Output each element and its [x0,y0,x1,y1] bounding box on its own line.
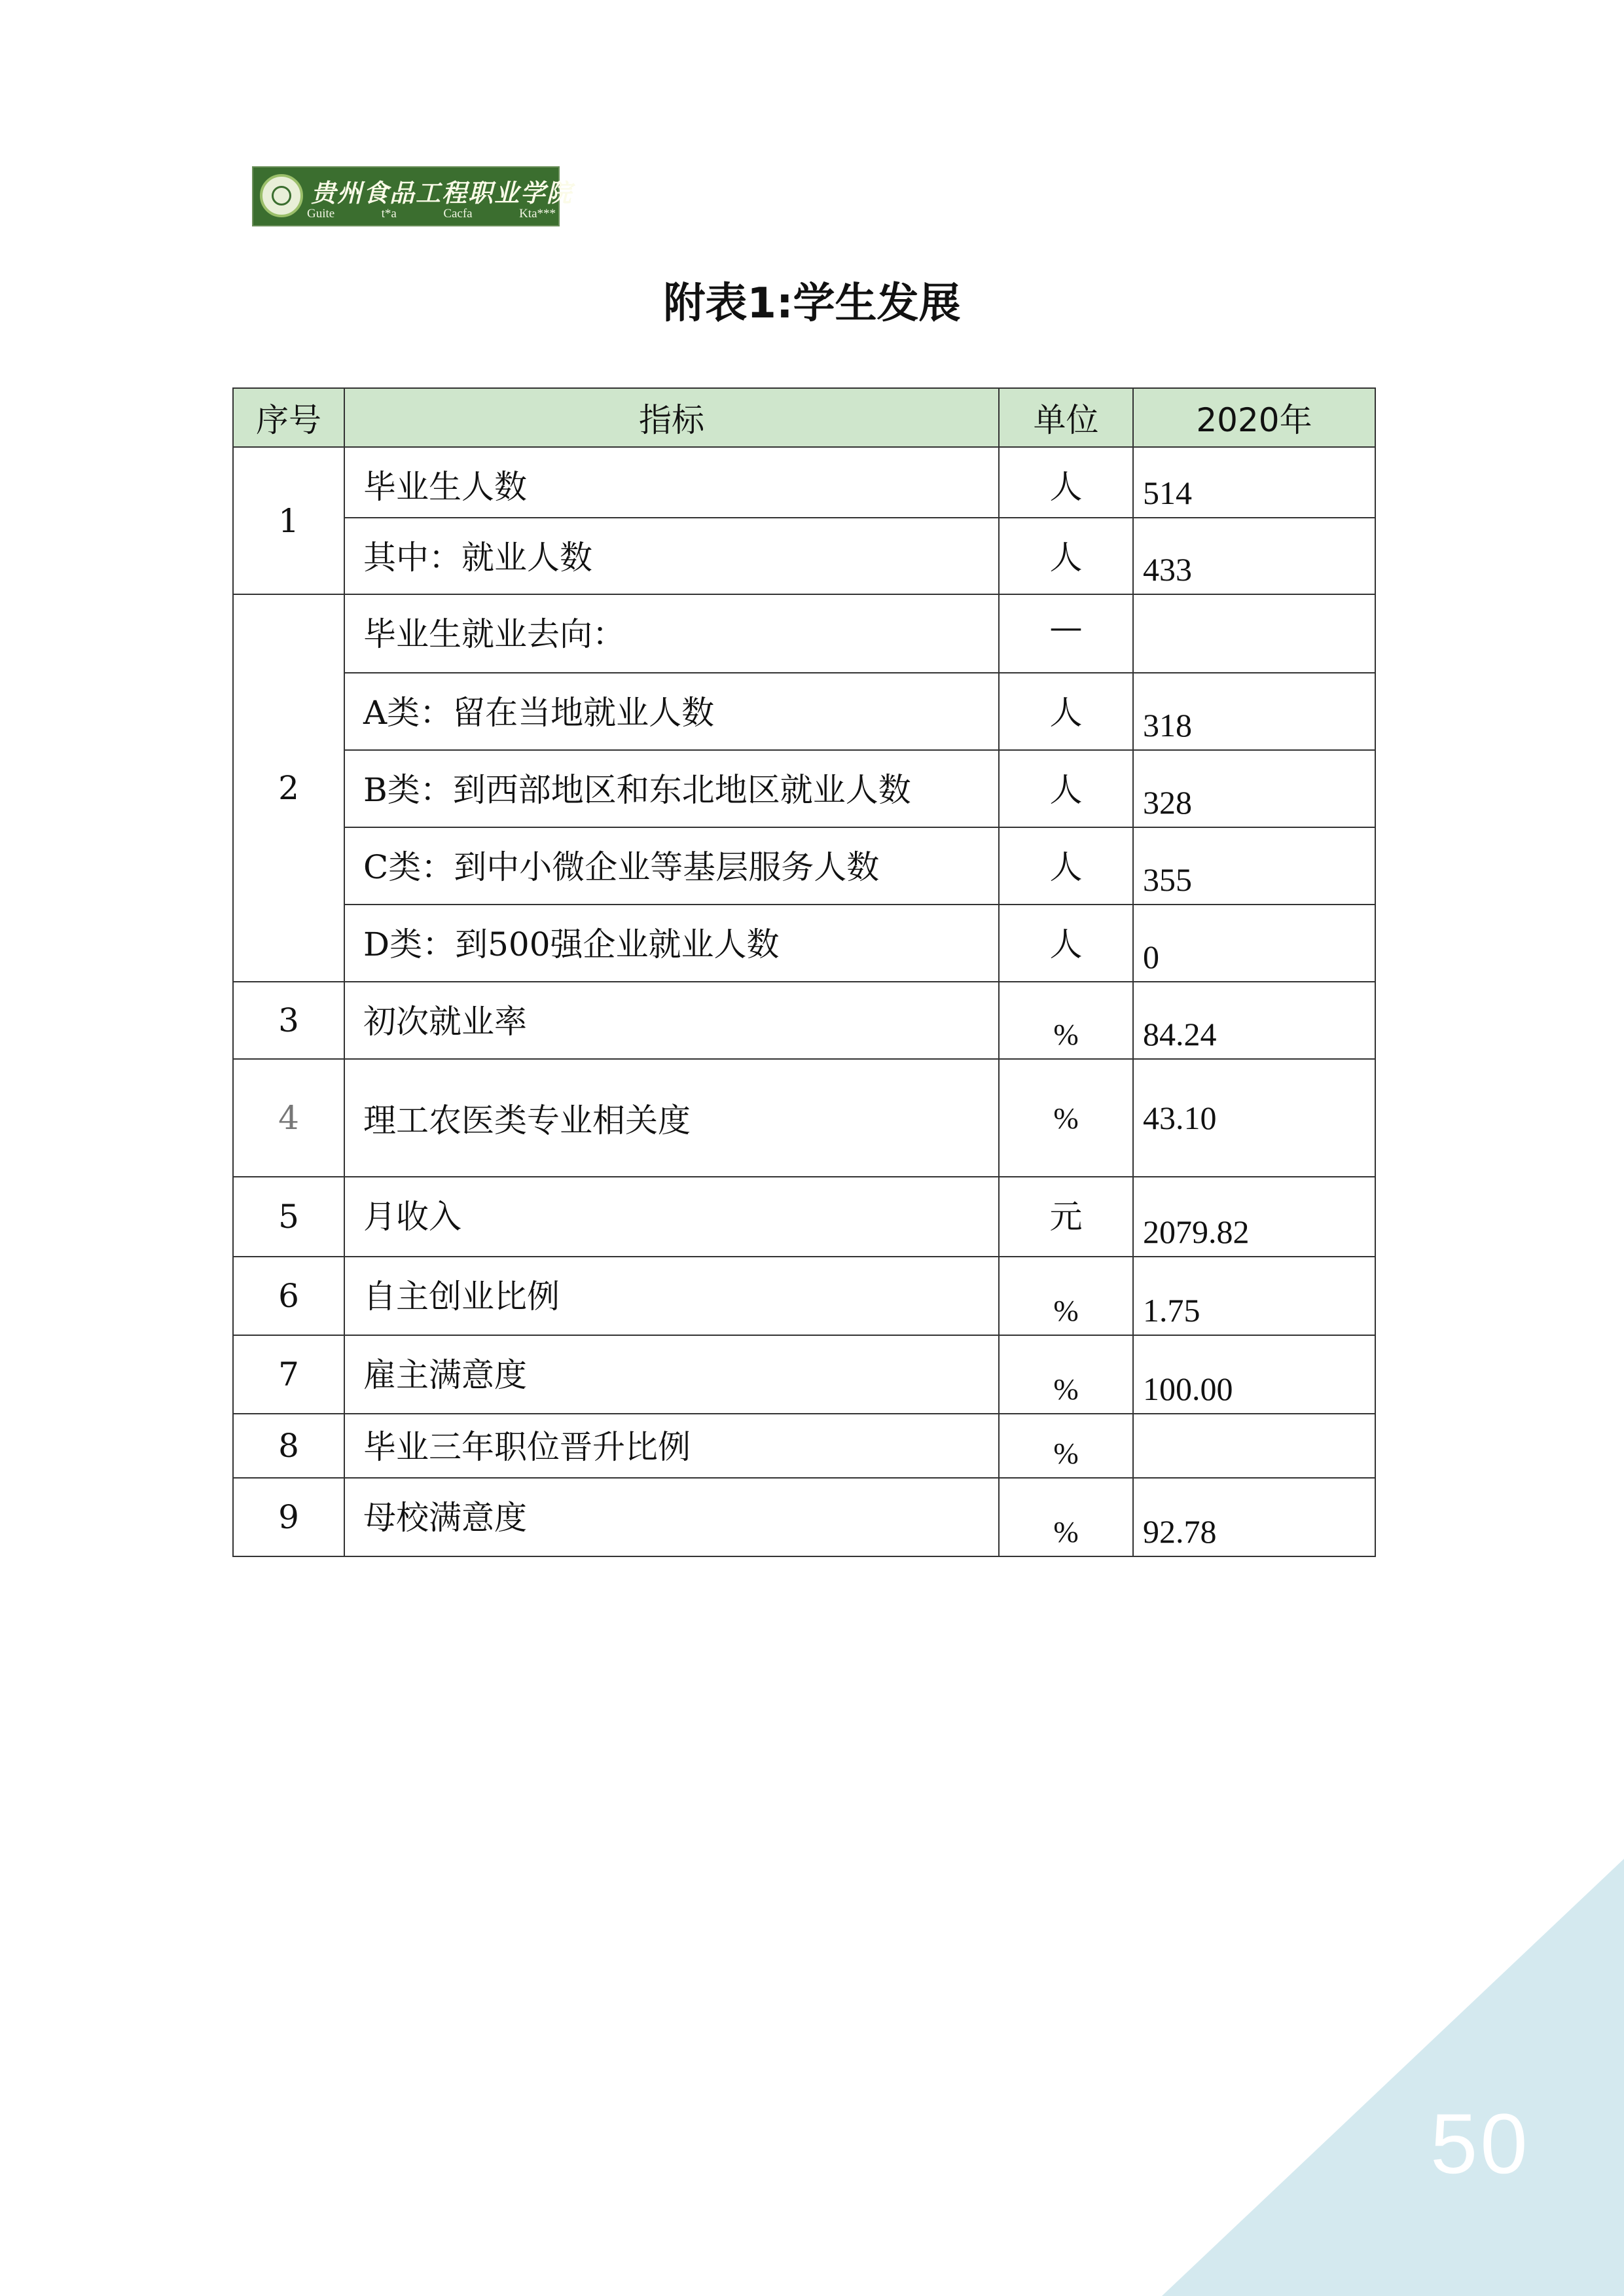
row-value: 433 [1133,518,1375,594]
table-row [233,673,1375,750]
table-row [233,1257,1375,1335]
row-value: 43.10 [1133,1059,1375,1177]
row-unit: 人 [999,905,1133,982]
row-index: 4 [233,1059,344,1177]
header-index: 序号 [233,388,344,447]
row-index: 5 [233,1177,344,1257]
row-unit: 人 [999,750,1133,827]
table-row [233,1335,1375,1414]
row-index: 7 [233,1335,344,1414]
table-row [233,447,1375,518]
student-development-table [232,387,1376,1557]
table-row [233,1177,1375,1257]
table-header-row [233,388,1375,447]
row-index: 3 [233,982,344,1059]
row-value: 0 [1133,905,1375,982]
row-index: 8 [233,1414,344,1478]
row-unit: — [999,594,1133,673]
row-value: 2079.82 [1133,1177,1375,1257]
row-unit: % [999,1335,1133,1414]
table-row [233,827,1375,905]
row-value: 355 [1133,827,1375,905]
page-title: 附表1:学生发展 [663,279,961,328]
row-indicator: 毕业三年职位晋升比例 [344,1414,999,1478]
row-value: 100.00 [1133,1335,1375,1414]
row-value [1133,594,1375,673]
row-indicator: 毕业生就业去向： [344,594,999,673]
row-index: 6 [233,1257,344,1335]
header-unit: 单位 [999,388,1133,447]
row-index: 2 [233,594,344,982]
row-unit: 元 [999,1177,1133,1257]
row-index: 1 [233,447,344,594]
row-unit: % [999,1257,1133,1335]
row-value: 328 [1133,750,1375,827]
row-indicator: 雇主满意度 [344,1335,999,1414]
school-logo [252,166,573,226]
row-indicator: 初次就业率 [344,982,999,1059]
table-row [233,982,1375,1059]
row-unit: 人 [999,447,1133,518]
row-indicator: A类：留在当地就业人数 [344,673,999,750]
row-indicator: 母校满意度 [344,1478,999,1556]
row-unit: % [999,1059,1133,1177]
row-indicator: 月收入 [344,1177,999,1257]
table-row [233,1414,1375,1478]
row-index: 9 [233,1478,344,1556]
row-indicator: 其中：就业人数 [344,518,999,594]
logo-english-name: Guite t*a Cacfa Kta*** [307,207,556,221]
table-row [233,594,1375,673]
header-year: 2020年 [1133,388,1375,447]
row-unit: 人 [999,673,1133,750]
row-indicator: 自主创业比例 [344,1257,999,1335]
row-value: 318 [1133,673,1375,750]
row-unit: % [999,1414,1133,1478]
table-row [233,1478,1375,1556]
table-row [233,750,1375,827]
school-emblem-icon [260,174,303,217]
row-value: 1.75 [1133,1257,1375,1335]
row-unit: % [999,1478,1133,1556]
table-row [233,1059,1375,1177]
row-indicator: C类：到中小微企业等基层服务人数 [344,827,999,905]
logo-school-name: 贵州食品工程职业学院 [311,178,573,207]
row-indicator: B类：到西部地区和东北地区就业人数 [344,750,999,827]
row-indicator: 毕业生人数 [344,447,999,518]
row-value: 92.78 [1133,1478,1375,1556]
table-row [233,518,1375,594]
table-row [233,905,1375,982]
row-indicator: D类：到500强企业就业人数 [344,905,999,982]
row-unit: % [999,982,1133,1059]
row-value: 514 [1133,447,1375,518]
row-value [1133,1414,1375,1478]
row-indicator: 理工农医类专业相关度 [344,1059,999,1177]
row-unit: 人 [999,827,1133,905]
row-unit: 人 [999,518,1133,594]
header-indicator: 指标 [344,388,999,447]
row-value: 84.24 [1133,982,1375,1059]
page-number: 50 [1430,2096,1530,2191]
